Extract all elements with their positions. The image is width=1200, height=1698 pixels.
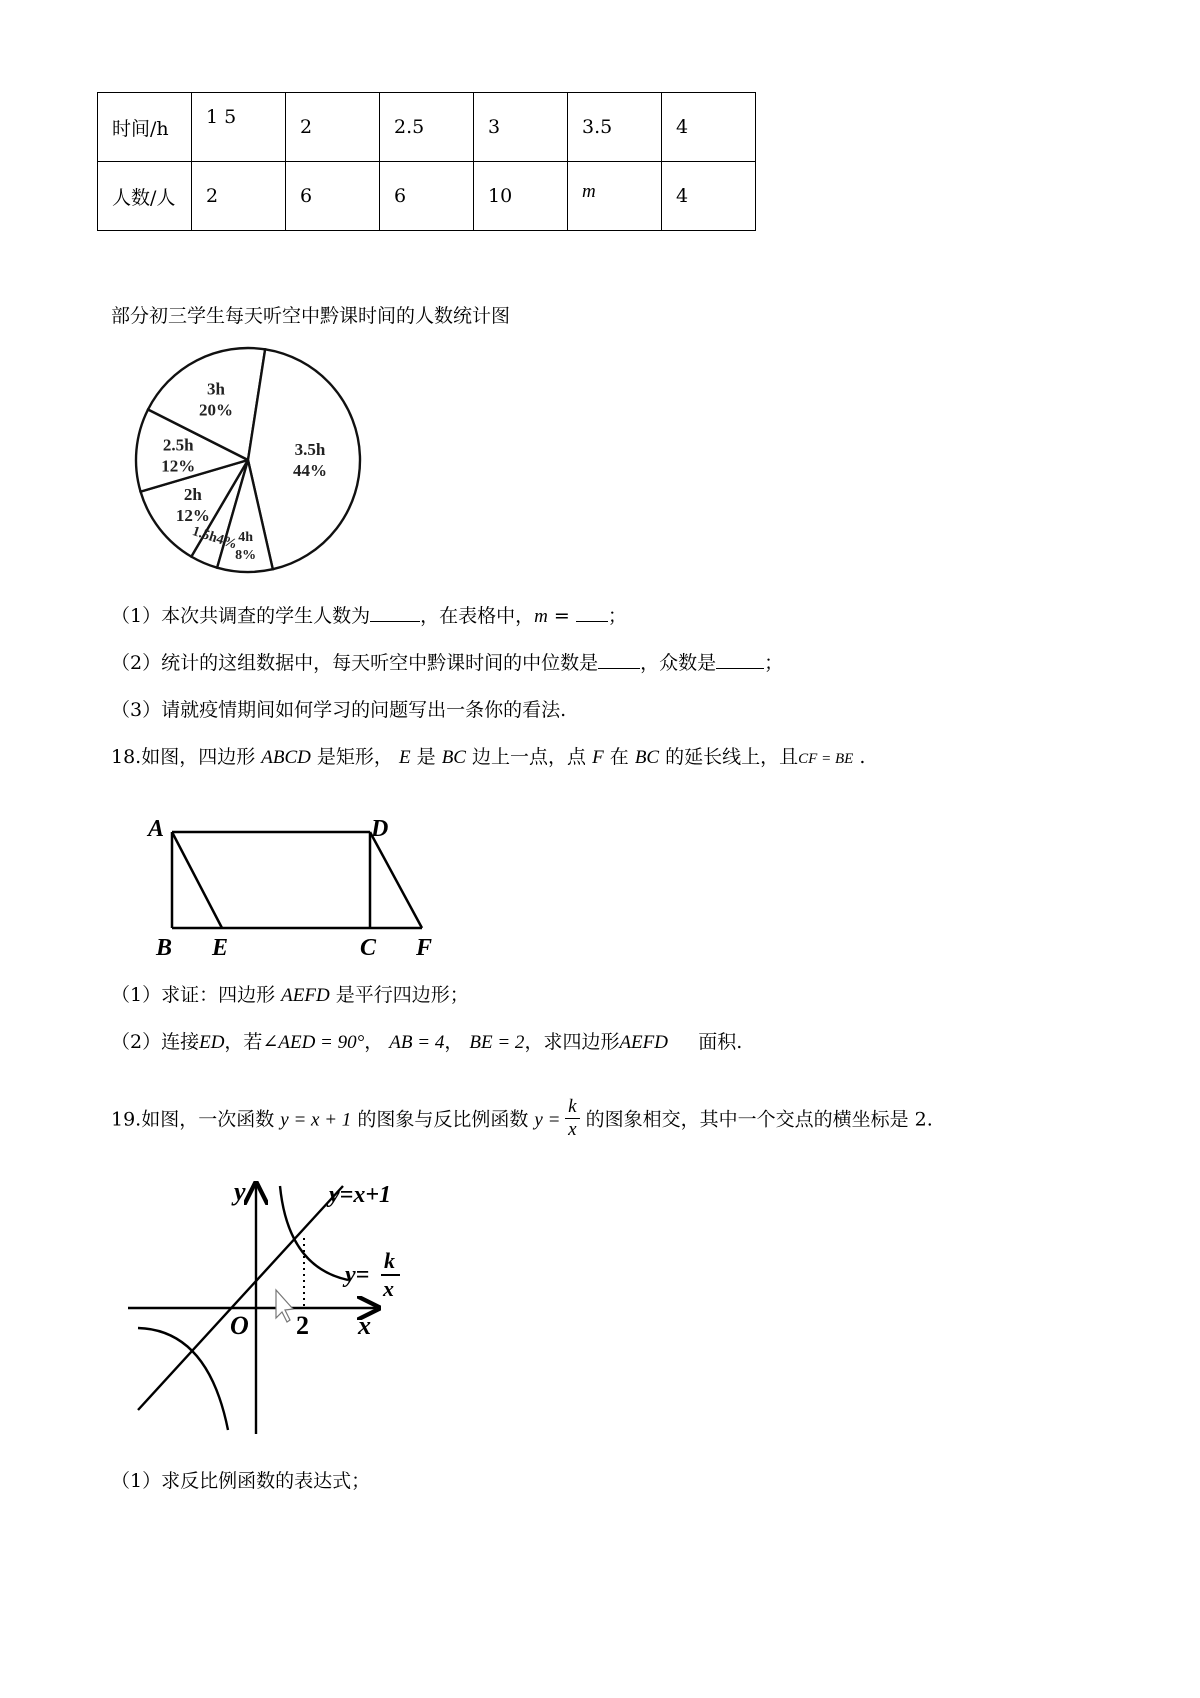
label-x-axis: x: [358, 1311, 371, 1340]
table-row: [98, 162, 756, 231]
label-curve-den: x: [383, 1276, 394, 1301]
fraction-k-over-x: $\frac{k}{x}$: [565, 1096, 579, 1141]
answer-blank: [716, 650, 764, 669]
q18-part2: （2）连接ED，若∠AED = 90°， AB = 4， BE = 2，求四边形AEFD 面积.: [111, 1031, 743, 1053]
pie-label-2h: 2h: [183, 485, 202, 505]
cursor-icon: [276, 1290, 293, 1322]
label-y-axis: y: [234, 1177, 246, 1206]
label-d: D: [371, 816, 389, 842]
data-table: [97, 92, 756, 231]
label-origin: O: [230, 1311, 249, 1340]
table-cell: 时间/h: [98, 93, 192, 162]
label-f: F: [416, 935, 433, 960]
pie-label-3-5h: 3.5h: [294, 439, 326, 459]
line-y-x-plus-1: [138, 1186, 343, 1410]
label-line: y=x+1: [329, 1182, 392, 1208]
table-cell: 3.5: [568, 93, 662, 162]
pie-caption: 部分初三学生每天听空中黔课时间的人数统计图: [111, 305, 511, 327]
table-cell: 1 5: [192, 93, 286, 162]
q18-statement: 18.如图，四边形 ABCD 是矩形， E 是 BC 边上一点，点 F 在 BC 的延长线上，且CF = BE .: [111, 746, 866, 768]
segment-ae: [172, 832, 222, 928]
pie-label-1-5h: 1.5h4%: [190, 524, 239, 553]
table-row: [98, 93, 756, 162]
q19-statement: 19.如图，一次函数 y = x + 1 的图象与反比例函数 y = $\frac{k}{x}$ 的图象相交，其中一个交点的横坐标是 2.: [111, 1096, 933, 1140]
function-graph: [128, 1172, 448, 1434]
label-c: C: [360, 935, 377, 960]
label-e: E: [212, 935, 229, 960]
label-tick-2: 2: [296, 1311, 309, 1340]
table-cell: 4: [662, 162, 756, 231]
rectangle-figure: [140, 810, 450, 960]
q17-part3: （3）请就疫情期间如何学习的问题写出一条你的看法.: [111, 699, 567, 721]
label-a: A: [148, 816, 165, 842]
pie-label-4h: 4h: [238, 529, 254, 545]
pie-chart: [128, 340, 368, 580]
table-cell: 6: [286, 162, 380, 231]
answer-blank: [370, 603, 420, 622]
q19-part1: （1）求反比例函数的表达式；: [111, 1470, 371, 1492]
pie-label-3h: 20%: [199, 400, 234, 420]
q17-part2: （2）统计的这组数据中，每天听空中黔课时间的中位数是 ，众数是 ；: [111, 652, 784, 674]
segment-df: [370, 832, 422, 928]
pie-label-2-5h: 2.5h: [162, 435, 194, 455]
q17-part1: （1）本次共调查的学生人数为 ，在表格中，m = ；: [111, 605, 627, 627]
table-cell: 6: [380, 162, 474, 231]
pie-label-3h: 3h: [207, 379, 225, 399]
table-cell: 2.5: [380, 93, 474, 162]
table-cell: m: [568, 162, 662, 231]
q18-part1: （1）求证：四边形 AEFD 是平行四边形；: [111, 984, 469, 1006]
table-cell: 2: [286, 93, 380, 162]
table-cell: 10: [474, 162, 568, 231]
pie-label-4h: 8%: [235, 547, 257, 563]
label-b: B: [156, 935, 173, 960]
answer-blank: [576, 603, 608, 622]
label-curve-lhs: y=: [345, 1262, 370, 1288]
table-cell: 2: [192, 162, 286, 231]
hyperbola-branch-2: [138, 1328, 228, 1430]
pie-label-2h: 12%: [175, 506, 210, 526]
answer-blank: [598, 650, 640, 669]
pie-label-3-5h: 44%: [292, 460, 327, 480]
table-cell: 4: [662, 93, 756, 162]
table-cell: 人数/人: [98, 162, 192, 231]
pie-label-2-5h: 12%: [161, 456, 196, 476]
label-curve-num: k: [384, 1248, 395, 1273]
table-cell: 3: [474, 93, 568, 162]
